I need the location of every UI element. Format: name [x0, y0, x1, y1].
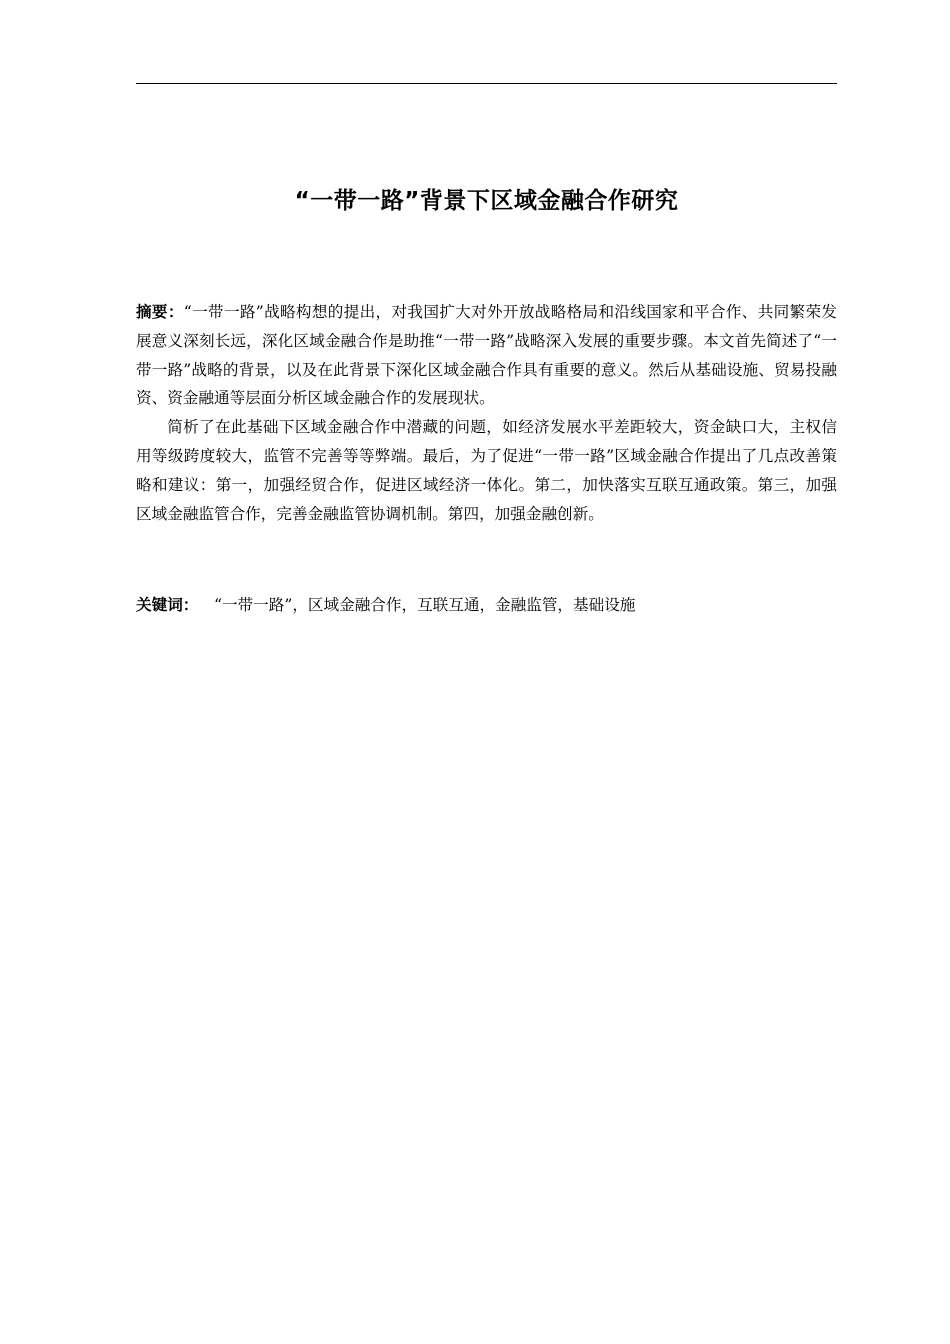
- keywords-line: [136, 592, 837, 618]
- document-title: “一带一路”背景下区域金融合作研究: [294, 188, 679, 214]
- keywords-label: 关键词：: [136, 596, 199, 614]
- abstract-section: [136, 298, 837, 528]
- abstract-text-1: “一带一路”战略构想的提出，对我国扩大对外开放战略格局和沿线国家和平合作、共同繁荣发展意义深刻长远，深化区域金融合作是助推“一带一路”战略深入发展的重要步骤。本文首先简述了“一带一路”战略的背景，以及在此背景下深化区域金融合作具有重要的意义。然后从基础设施、贸易投融资、资金融通等层面分析区域金融合作的发展现状。: [136, 303, 837, 408]
- abstract-label-separator: ：: [167, 303, 184, 321]
- keywords-text: “一带一路”，区域金融合作，互联互通，金融监管，基础设施: [214, 596, 636, 614]
- abstract-paragraph-2: 简析了在此基础下区域金融合作中潜藏的问题，如经济发展水平差距较大，资金缺口大，主权信用等级跨度较大，监管不完善等等弊端。最后，为了促进“一带一路”区域金融合作提出了几点改善策略和建议：第一，加强经贸合作，促进区域经济一体化。第二，加快落实互联互通政策。第三，加强区域金融监管合作，完善金融监管协调机制。第四，加强金融创新。: [136, 418, 837, 523]
- abstract-paragraph-1: [136, 298, 837, 413]
- header-rule: [136, 83, 837, 84]
- abstract-label: 摘要: [136, 303, 168, 321]
